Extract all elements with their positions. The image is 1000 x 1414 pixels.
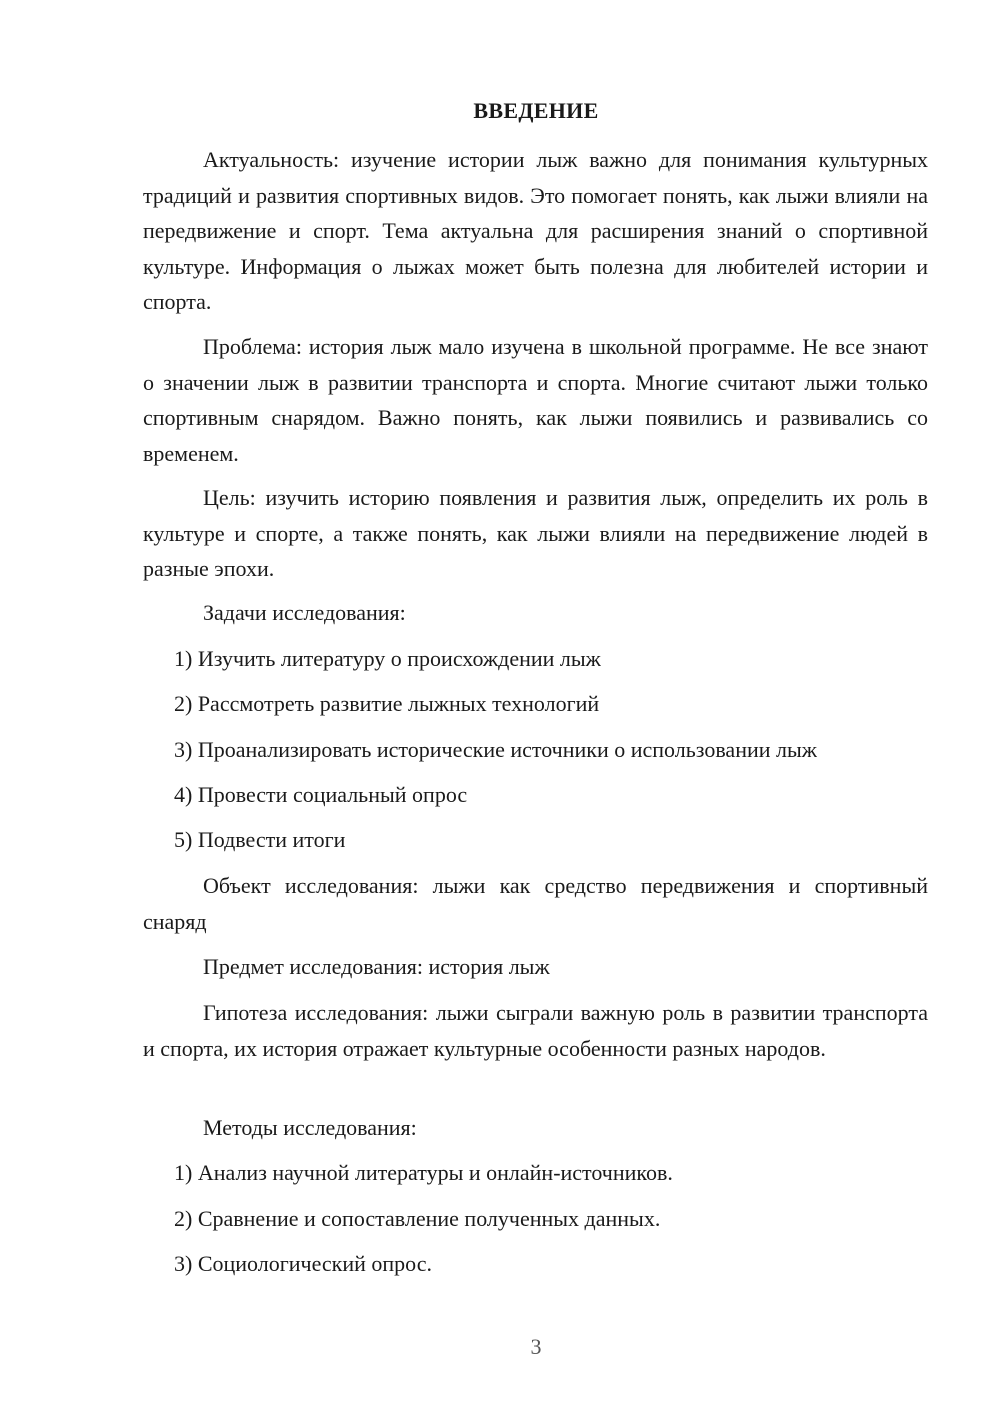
method-item: 3) Социологический опрос. [174, 1251, 432, 1276]
page-number: 3 [530, 1334, 542, 1359]
object-paragraph: Объект исследования: лыжи как средство передвижения и спортивный снаряд [143, 873, 928, 934]
task-item: 4) Провести социальный опрос [174, 782, 468, 807]
problem-paragraph: Проблема: история лыж мало изучена в школьной программе. Не все знают о значении лыж в развитии транспорта и спорта. Многие считают лыжи только спортивным снарядом. Важно понять, как лыжи появились и развивались со временем. [143, 334, 928, 466]
task-item: 5) Подвести итоги [174, 827, 346, 852]
task-item: 3) Проанализировать исторические источники о использовании лыж [174, 737, 817, 762]
goal-paragraph: Цель: изучить историю появления и развития лыж, определить их роль в культуре и спорте, а также понять, как лыжи влияли на передвижение людей в разные эпохи. [143, 485, 928, 581]
section-title: ВВЕДЕНИЕ [473, 98, 599, 123]
method-item: 1) Анализ научной литературы и онлайн-источников. [174, 1160, 673, 1185]
methods-heading: Методы исследования: [203, 1115, 417, 1140]
tasks-heading: Задачи исследования: [203, 600, 406, 625]
relevance-paragraph: Актуальность: изучение истории лыж важно для понимания культурных традиций и развития спортивных видов. Это помогает понять, как лыжи влияли на передвижение и спорт. Тема актуальна для расширения знаний о спортивной культуре. Информация о лыжах может быть полезна для любителей истории и спорта. [143, 147, 928, 314]
task-item: 1) Изучить литературу о происхождении лыж [174, 646, 601, 671]
task-item: 2) Рассмотреть развитие лыжных технологий [174, 691, 600, 716]
subject-line: Предмет исследования: история лыж [203, 954, 550, 979]
method-item: 2) Сравнение и сопоставление полученных данных. [174, 1206, 661, 1231]
hypothesis-paragraph: Гипотеза исследования: лыжи сыграли важную роль в развитии транспорта и спорта, их история отражает культурные особенности разных народов. [143, 1000, 928, 1061]
